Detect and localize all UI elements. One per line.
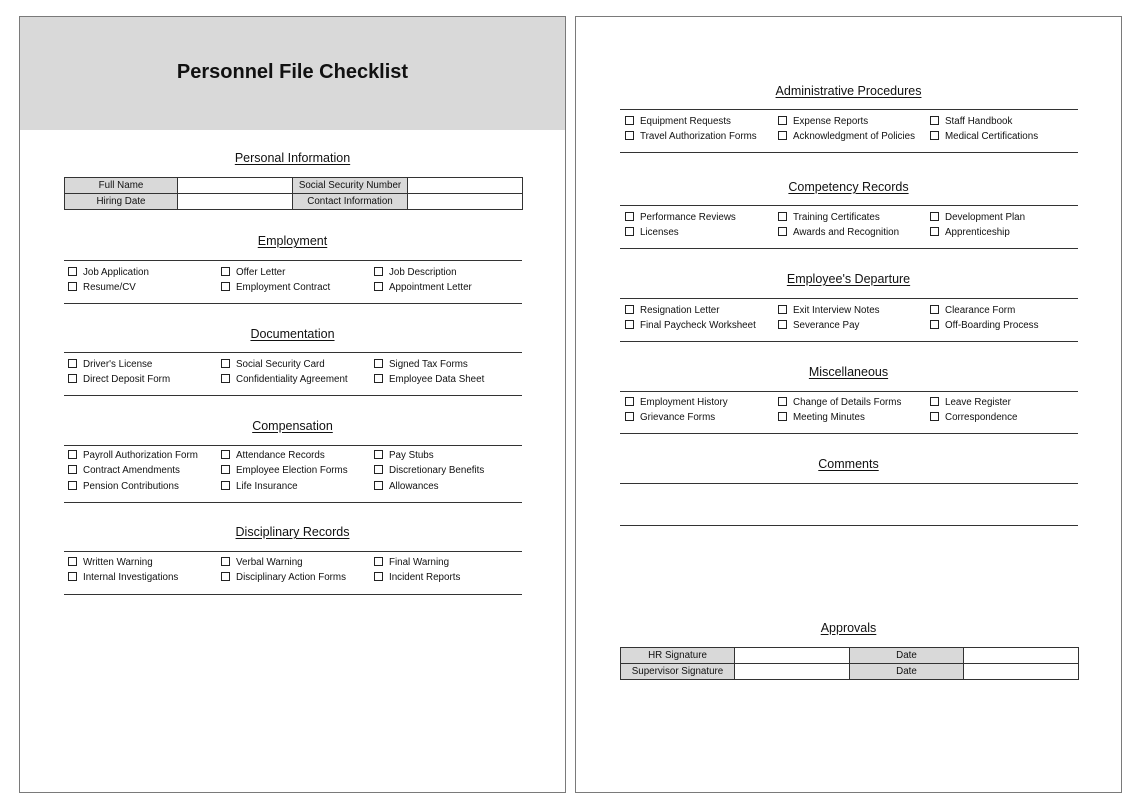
section-rule bbox=[620, 205, 1078, 206]
checkbox[interactable] bbox=[374, 374, 383, 383]
checkbox[interactable] bbox=[221, 572, 230, 581]
administrative-procedures-heading: Administrative Procedures bbox=[775, 84, 922, 98]
supervisor-date-field[interactable] bbox=[964, 664, 1079, 680]
hr-signature-label: HR Signature bbox=[621, 648, 735, 664]
section-rule bbox=[64, 303, 522, 304]
checklist-item[interactable]: Resume/CV bbox=[68, 282, 136, 294]
hiring-date-field[interactable] bbox=[178, 194, 293, 210]
checklist-item[interactable]: Severance Pay bbox=[778, 320, 859, 332]
checklist-item[interactable]: Apprenticeship bbox=[930, 227, 1010, 239]
section-rule bbox=[620, 391, 1078, 392]
checkbox[interactable] bbox=[221, 267, 230, 276]
comments-line[interactable] bbox=[620, 525, 1078, 526]
section-rule bbox=[620, 248, 1078, 249]
checkbox[interactable] bbox=[930, 412, 939, 421]
checklist-item[interactable]: Pension Contributions bbox=[68, 481, 179, 493]
checklist-item[interactable]: Exit Interview Notes bbox=[778, 305, 880, 317]
checkbox[interactable] bbox=[778, 320, 787, 329]
checklist-item[interactable]: Grievance Forms bbox=[625, 412, 715, 424]
checkbox[interactable] bbox=[930, 227, 939, 236]
approvals-heading: Approvals bbox=[820, 621, 877, 635]
section-rule bbox=[64, 551, 522, 552]
checkbox[interactable] bbox=[221, 282, 230, 291]
checkbox[interactable] bbox=[930, 397, 939, 406]
hr-date-label: Date bbox=[850, 648, 964, 664]
checkbox[interactable] bbox=[68, 572, 77, 581]
checkbox[interactable] bbox=[778, 305, 787, 314]
checkbox[interactable] bbox=[778, 212, 787, 221]
checkbox[interactable] bbox=[625, 397, 634, 406]
checklist-item[interactable]: Employment History bbox=[625, 397, 728, 409]
employee-departure-heading: Employee's Departure bbox=[786, 272, 911, 286]
checklist-item[interactable]: Payroll Authorization Form bbox=[68, 450, 198, 462]
checklist-item[interactable]: Licenses bbox=[625, 227, 679, 239]
checklist-item[interactable]: Awards and Recognition bbox=[778, 227, 899, 239]
checklist-item[interactable]: Incident Reports bbox=[374, 572, 460, 584]
checkbox[interactable] bbox=[374, 557, 383, 566]
disciplinary-records-heading: Disciplinary Records bbox=[235, 525, 350, 539]
table-row bbox=[65, 178, 523, 194]
miscellaneous-heading: Miscellaneous bbox=[808, 365, 889, 379]
checklist-item[interactable]: Internal Investigations bbox=[68, 572, 178, 584]
comments-line[interactable] bbox=[620, 483, 1078, 484]
section-rule bbox=[64, 395, 522, 396]
section-rule bbox=[620, 109, 1078, 110]
section-rule bbox=[620, 298, 1078, 299]
checklist-item[interactable]: Driver's License bbox=[68, 359, 152, 371]
checklist-item[interactable]: Final Paycheck Worksheet bbox=[625, 320, 756, 332]
personal-info-table bbox=[64, 177, 523, 210]
checklist-item[interactable]: Meeting Minutes bbox=[778, 412, 865, 424]
supervisor-signature-field[interactable] bbox=[735, 664, 850, 680]
checkbox[interactable] bbox=[374, 572, 383, 581]
checklist-page-1 bbox=[19, 16, 566, 793]
checklist-item[interactable]: Direct Deposit Form bbox=[68, 374, 170, 386]
checkbox[interactable] bbox=[930, 131, 939, 140]
checkbox[interactable] bbox=[374, 450, 383, 459]
checklist-item[interactable]: Off-Boarding Process bbox=[930, 320, 1038, 332]
checklist-item[interactable]: Development Plan bbox=[930, 212, 1025, 224]
checklist-item[interactable]: Social Security Card bbox=[221, 359, 325, 371]
checklist-item[interactable]: Staff Handbook bbox=[930, 116, 1012, 128]
checkbox[interactable] bbox=[374, 481, 383, 490]
ssn-label: Social Security Number bbox=[293, 178, 408, 194]
checklist-item[interactable]: Disciplinary Action Forms bbox=[221, 572, 346, 584]
checklist-item[interactable]: Appointment Letter bbox=[374, 282, 472, 294]
approvals-table bbox=[620, 647, 1079, 680]
compensation-heading: Compensation bbox=[252, 419, 333, 433]
checklist-item[interactable]: Change of Details Forms bbox=[778, 397, 901, 409]
checklist-item[interactable]: Verbal Warning bbox=[221, 557, 303, 569]
supervisor-date-label: Date bbox=[850, 664, 964, 680]
checklist-item[interactable]: Resignation Letter bbox=[625, 305, 720, 317]
document-title: Personnel File Checklist bbox=[176, 61, 409, 83]
checkbox[interactable] bbox=[221, 374, 230, 383]
section-rule bbox=[620, 341, 1078, 342]
checkbox[interactable] bbox=[930, 116, 939, 125]
checkbox[interactable] bbox=[930, 320, 939, 329]
checkbox[interactable] bbox=[221, 450, 230, 459]
hr-signature-field[interactable] bbox=[735, 648, 850, 664]
section-rule bbox=[64, 260, 522, 261]
checklist-item[interactable]: Employment Contract bbox=[221, 282, 330, 294]
checklist-item[interactable]: Clearance Form bbox=[930, 305, 1015, 317]
section-rule bbox=[64, 445, 522, 446]
ssn-field[interactable] bbox=[408, 178, 523, 194]
checkbox[interactable] bbox=[221, 465, 230, 474]
checklist-item[interactable]: Discretionary Benefits bbox=[374, 465, 484, 477]
checkbox[interactable] bbox=[625, 116, 634, 125]
table-row bbox=[621, 648, 1079, 664]
checklist-item[interactable]: Written Warning bbox=[68, 557, 153, 569]
documentation-heading: Documentation bbox=[250, 327, 335, 341]
checklist-item[interactable]: Expense Reports bbox=[778, 116, 868, 128]
table-row bbox=[621, 664, 1079, 680]
competency-records-heading: Competency Records bbox=[788, 180, 909, 194]
checklist-item[interactable]: Offer Letter bbox=[221, 267, 285, 279]
checklist-item[interactable]: Travel Authorization Forms bbox=[625, 131, 757, 143]
comments-heading: Comments bbox=[818, 457, 879, 471]
checkbox[interactable] bbox=[625, 131, 634, 140]
checklist-item[interactable]: Acknowledgment of Policies bbox=[778, 131, 915, 143]
hiring-date-label: Hiring Date bbox=[65, 194, 178, 210]
checkbox[interactable] bbox=[625, 212, 634, 221]
checkbox[interactable] bbox=[374, 282, 383, 291]
checkbox[interactable] bbox=[625, 305, 634, 314]
section-rule bbox=[64, 594, 522, 595]
checkbox[interactable] bbox=[625, 412, 634, 421]
checklist-item[interactable]: Attendance Records bbox=[221, 450, 325, 462]
checklist-item[interactable]: Medical Certifications bbox=[930, 131, 1038, 143]
section-rule bbox=[64, 502, 522, 503]
checkbox[interactable] bbox=[221, 359, 230, 368]
checkbox[interactable] bbox=[930, 305, 939, 314]
checkbox[interactable] bbox=[68, 359, 77, 368]
checklist-item[interactable]: Life Insurance bbox=[221, 481, 298, 493]
checklist-item[interactable]: Signed Tax Forms bbox=[374, 359, 468, 371]
checkbox[interactable] bbox=[778, 397, 787, 406]
section-rule bbox=[620, 433, 1078, 434]
checklist-item[interactable]: Pay Stubs bbox=[374, 450, 434, 462]
checklist-item[interactable]: Correspondence bbox=[930, 412, 1017, 424]
checklist-item[interactable]: Confidentiality Agreement bbox=[221, 374, 348, 386]
checkbox[interactable] bbox=[374, 465, 383, 474]
checklist-item[interactable]: Leave Register bbox=[930, 397, 1011, 409]
section-rule bbox=[620, 152, 1078, 153]
section-rule bbox=[64, 352, 522, 353]
table-row bbox=[65, 194, 523, 210]
checklist-item[interactable]: Job Application bbox=[68, 267, 149, 279]
checkbox[interactable] bbox=[625, 227, 634, 236]
checkbox[interactable] bbox=[930, 212, 939, 221]
checkbox[interactable] bbox=[68, 267, 77, 276]
checkbox[interactable] bbox=[374, 359, 383, 368]
checkbox[interactable] bbox=[778, 412, 787, 421]
supervisor-signature-label: Supervisor Signature bbox=[621, 664, 735, 680]
checklist-item[interactable]: Employee Election Forms bbox=[221, 465, 348, 477]
checklist-item[interactable]: Job Description bbox=[374, 267, 457, 279]
checkbox[interactable] bbox=[778, 116, 787, 125]
checkbox[interactable] bbox=[625, 320, 634, 329]
checkbox[interactable] bbox=[68, 465, 77, 474]
checkbox[interactable] bbox=[68, 282, 77, 291]
checkbox[interactable] bbox=[68, 481, 77, 490]
checkbox[interactable] bbox=[221, 557, 230, 566]
contact-info-field[interactable] bbox=[408, 194, 523, 210]
checklist-item[interactable]: Employee Data Sheet bbox=[374, 374, 484, 386]
checklist-item[interactable]: Final Warning bbox=[374, 557, 449, 569]
checklist-item[interactable]: Training Certificates bbox=[778, 212, 880, 224]
checkbox[interactable] bbox=[68, 450, 77, 459]
checkbox[interactable] bbox=[68, 557, 77, 566]
checklist-item[interactable]: Performance Reviews bbox=[625, 212, 736, 224]
employment-heading: Employment bbox=[257, 234, 328, 248]
checkbox[interactable] bbox=[778, 131, 787, 140]
checkbox[interactable] bbox=[778, 227, 787, 236]
checkbox[interactable] bbox=[221, 481, 230, 490]
checklist-page-2 bbox=[575, 16, 1122, 793]
full-name-label: Full Name bbox=[65, 178, 178, 194]
contact-info-label: Contact Information bbox=[293, 194, 408, 210]
checklist-item[interactable]: Allowances bbox=[374, 481, 439, 493]
checklist-item[interactable]: Equipment Requests bbox=[625, 116, 731, 128]
hr-date-field[interactable] bbox=[964, 648, 1079, 664]
full-name-field[interactable] bbox=[178, 178, 293, 194]
checkbox[interactable] bbox=[68, 374, 77, 383]
personal-info-heading: Personal Information bbox=[234, 151, 351, 165]
checkbox[interactable] bbox=[374, 267, 383, 276]
checklist-item[interactable]: Contract Amendments bbox=[68, 465, 180, 477]
